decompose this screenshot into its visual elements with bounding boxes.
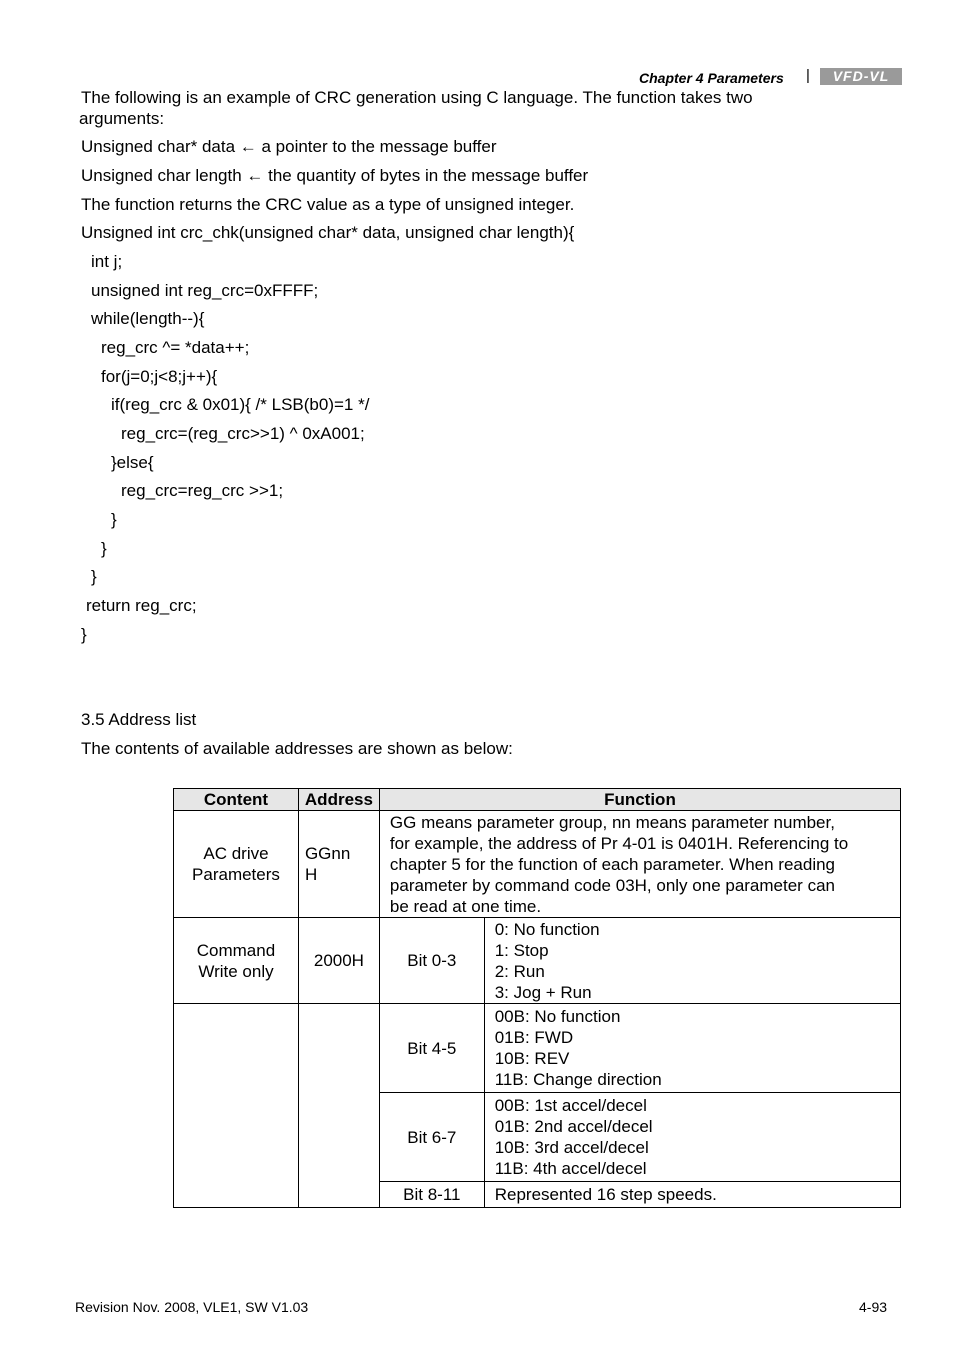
argument-data: Unsigned char* data ← a pointer to the message buffer <box>81 137 497 156</box>
code-line: if(reg_crc & 0x01){ /* LSB(b0)=1 */ <box>111 395 370 414</box>
code-line: reg_crc=(reg_crc>>1) ^ 0xA001; <box>121 424 365 443</box>
bit-value: 10B: REV <box>494 1049 570 1068</box>
header-address: Address <box>298 789 379 811</box>
code-line: }else{ <box>111 453 154 472</box>
bit-value: 3: Jog + Run <box>494 982 592 1002</box>
address-cell <box>298 811 379 918</box>
code-line: reg_crc ^= *data++; <box>101 338 250 357</box>
code-line: return reg_crc; <box>86 596 197 615</box>
address-table <box>173 788 901 1208</box>
bit-value: 01B: FWD <box>494 1028 574 1047</box>
code-line: unsigned int reg_crc=0xFFFF; <box>91 281 319 300</box>
content-text: Parameters <box>192 865 280 884</box>
intro-line-2: arguments: <box>79 109 165 128</box>
table-row <box>174 811 901 918</box>
bit-value: 1: Stop <box>494 940 549 960</box>
address-text: GGnn <box>304 844 351 863</box>
code-line: for(j=0;j<8;j++){ <box>101 367 218 386</box>
bit-values-cell <box>484 1182 900 1208</box>
bit-value: 11B: Change direction <box>494 1070 662 1089</box>
bit-value: 10B: 3rd accel/decel <box>494 1138 649 1157</box>
code-line: } <box>111 510 117 529</box>
bit-cell: Bit 4-5 <box>379 1004 484 1093</box>
brand-logo: VFD-VL <box>820 68 902 85</box>
page-number: 4-93 <box>859 1299 888 1315</box>
bit-value: 00B: 1st accel/decel <box>494 1096 647 1115</box>
content-text: AC drive <box>203 844 269 863</box>
bit-cell: Bit 0-3 <box>379 918 484 1004</box>
code-line: Unsigned int crc_chk(unsigned char* data, unsigned char length){ <box>81 223 575 242</box>
chapter-title: Chapter 4 Parameters <box>639 70 784 86</box>
returns-description: The function returns the CRC value as a type of unsigned integer. <box>81 195 575 214</box>
table-header-row <box>174 789 901 811</box>
section-title: 3.5 Address list <box>81 710 197 729</box>
content-cell <box>174 811 299 918</box>
bit-value: 2: Run <box>494 961 545 981</box>
address-cell-empty <box>298 1004 379 1208</box>
address-cell: 2000H <box>298 918 379 1004</box>
address-text: H <box>304 865 318 884</box>
argument-length: Unsigned char length ← the quantity of bytes in the message buffer <box>81 166 589 185</box>
content-cell-empty <box>174 1004 299 1208</box>
bit-values-cell <box>484 918 900 1004</box>
bit-value: Represented 16 step speeds. <box>494 1185 717 1204</box>
section-description: The contents of available addresses are shown as below: <box>81 739 513 758</box>
bit-cell: Bit 6-7 <box>379 1093 484 1182</box>
content-text: Write only <box>198 961 274 981</box>
bit-cell: Bit 8-11 <box>379 1182 484 1208</box>
bit-value: 00B: No function <box>494 1007 621 1026</box>
bit-value: 11B: 4th accel/decel <box>494 1159 647 1178</box>
function-cell <box>379 811 900 918</box>
function-text: parameter by command code 03H, only one parameter can <box>389 875 835 895</box>
bit-values-cell <box>484 1004 900 1093</box>
code-line: } <box>91 567 97 586</box>
function-text: be read at one time. <box>389 896 542 916</box>
footer-revision: Revision Nov. 2008, VLE1, SW V1.03 <box>75 1299 309 1315</box>
table-row <box>174 918 901 1004</box>
content-text: Command <box>196 940 276 960</box>
header-content: Content <box>174 789 299 811</box>
function-text: GG means parameter group, nn means parameter number, <box>389 812 835 832</box>
function-text: for example, the address of Pr 4-01 is 0401H. Referencing to <box>389 833 849 853</box>
code-line: reg_crc=reg_crc >>1; <box>121 481 284 500</box>
intro-line-1: The following is an example of CRC generation using C language. The function takes two <box>81 88 753 107</box>
code-line: while(length--){ <box>91 309 205 328</box>
bit-value: 0: No function <box>494 919 600 939</box>
table-row <box>174 1004 901 1093</box>
content-cell <box>174 918 299 1004</box>
bit-value: 01B: 2nd accel/decel <box>494 1117 653 1136</box>
code-line: } <box>101 539 107 558</box>
bit-values-cell <box>484 1093 900 1182</box>
header-separator: | <box>806 67 810 84</box>
code-line: int j; <box>91 252 123 271</box>
header-function: Function <box>379 789 900 811</box>
code-line: } <box>81 625 87 644</box>
function-text: chapter 5 for the function of each parameter. When reading <box>389 854 836 874</box>
